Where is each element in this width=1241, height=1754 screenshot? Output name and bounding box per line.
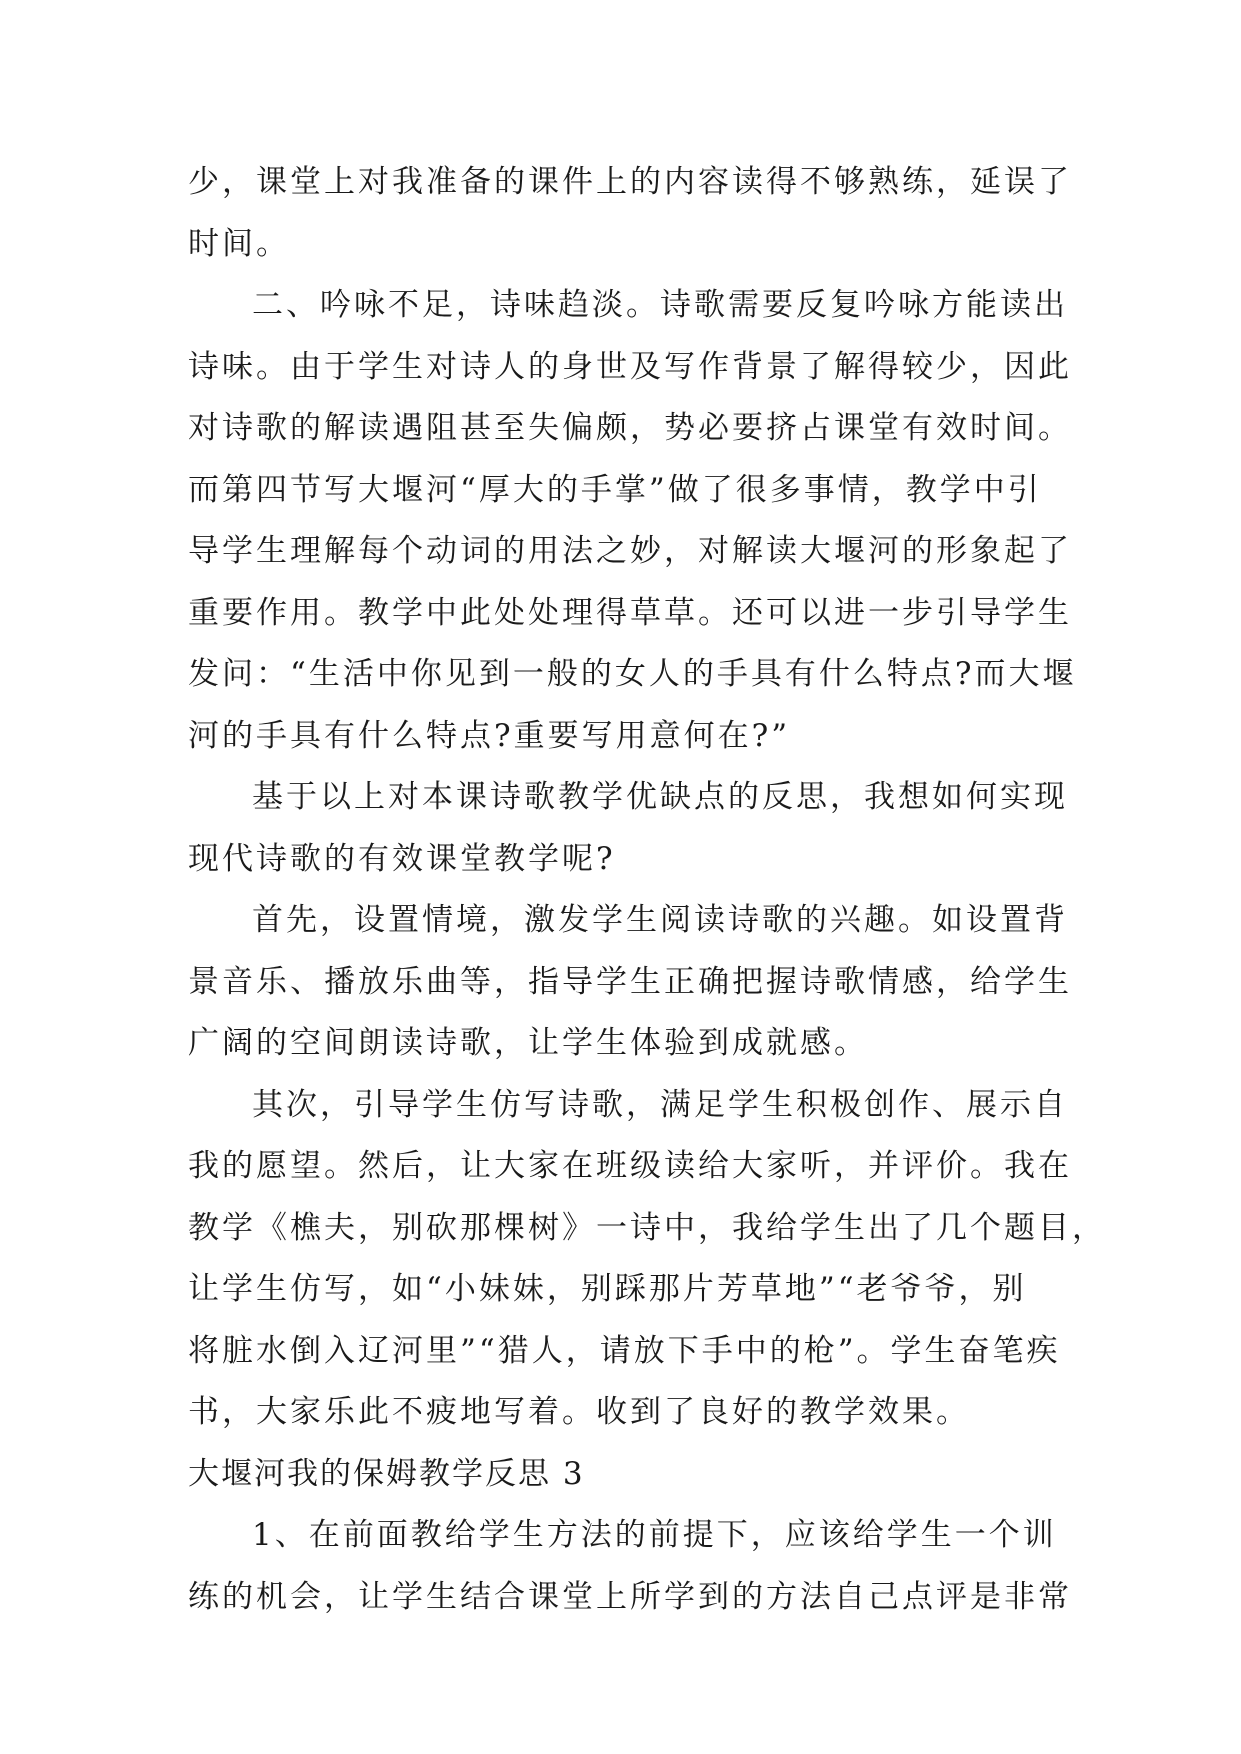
document-body: [188, 152, 1106, 1628]
text-line: 发问：“生活中你见到一般的女人的手具有什么特点?而大堰: [188, 656, 1077, 692]
text-line: 而第四节写大堰河“厚大的手掌”做了很多事情，教学中引: [188, 471, 1042, 508]
section-heading: 大堰河我的保姆教学反思 3: [188, 1455, 585, 1492]
text-line: 教学《樵夫，别砍那棵树》一诗中，我给学生出了几个题目，: [188, 1209, 1106, 1246]
text-line: 广阔的空间朗读诗歌，让学生体验到成就感。: [188, 1025, 868, 1061]
text-line: 对诗歌的解读遇阻甚至失偏颇，势必要挤占课堂有效时间。: [188, 410, 1072, 446]
text-line: 少，课堂上对我准备的课件上的内容读得不够熟练，延误了: [188, 164, 1072, 200]
text-line: 时间。: [188, 225, 290, 262]
text-line: 练的机会，让学生结合课堂上所学到的方法自己点评是非常: [188, 1578, 1072, 1615]
text-line: 河的手具有什么特点?重要写用意何在?”: [188, 717, 791, 754]
text-line: 导学生理解每个动词的用法之妙，对解读大堰河的形象起了: [188, 533, 1072, 569]
paragraph-start-line: 基于以上对本课诗歌教学优缺点的反思，我想如何实现: [252, 779, 1068, 815]
text-line: 诗味。由于学生对诗人的身世及写作背景了解得较少，因此: [188, 348, 1072, 385]
text-line: 将脏水倒入辽河里”“猎人，请放下手中的枪”。学生奋笔疾: [188, 1332, 1061, 1369]
text-line: 重要作用。教学中此处处理得草草。还可以进一步引导学生: [188, 594, 1072, 631]
text-line: 书，大家乐此不疲地写着。收到了良好的教学效果。: [188, 1394, 970, 1430]
text-line: 让学生仿写，如“小妹妹，别踩那片芳草地”“老爷爷，别: [188, 1271, 1027, 1307]
text-line: 景音乐、播放乐曲等，指导学生正确把握诗歌情感，给学生: [188, 963, 1072, 1000]
paragraph-start-line: 首先，设置情境，激发学生阅读诗歌的兴趣。如设置背: [252, 902, 1068, 938]
paragraph-start-line: 其次，引导学生仿写诗歌，满足学生积极创作、展示自: [252, 1086, 1068, 1123]
text-line: 我的愿望。然后，让大家在班级读给大家听，并评价。我在: [188, 1148, 1072, 1184]
text-line: 现代诗歌的有效课堂教学呢?: [188, 840, 616, 877]
paragraph-start-line: 二、吟咏不足，诗味趋淡。诗歌需要反复吟咏方能读出: [252, 287, 1068, 323]
paragraph-start-line: 1、在前面教给学生方法的前提下，应该给学生一个训: [252, 1517, 1057, 1553]
